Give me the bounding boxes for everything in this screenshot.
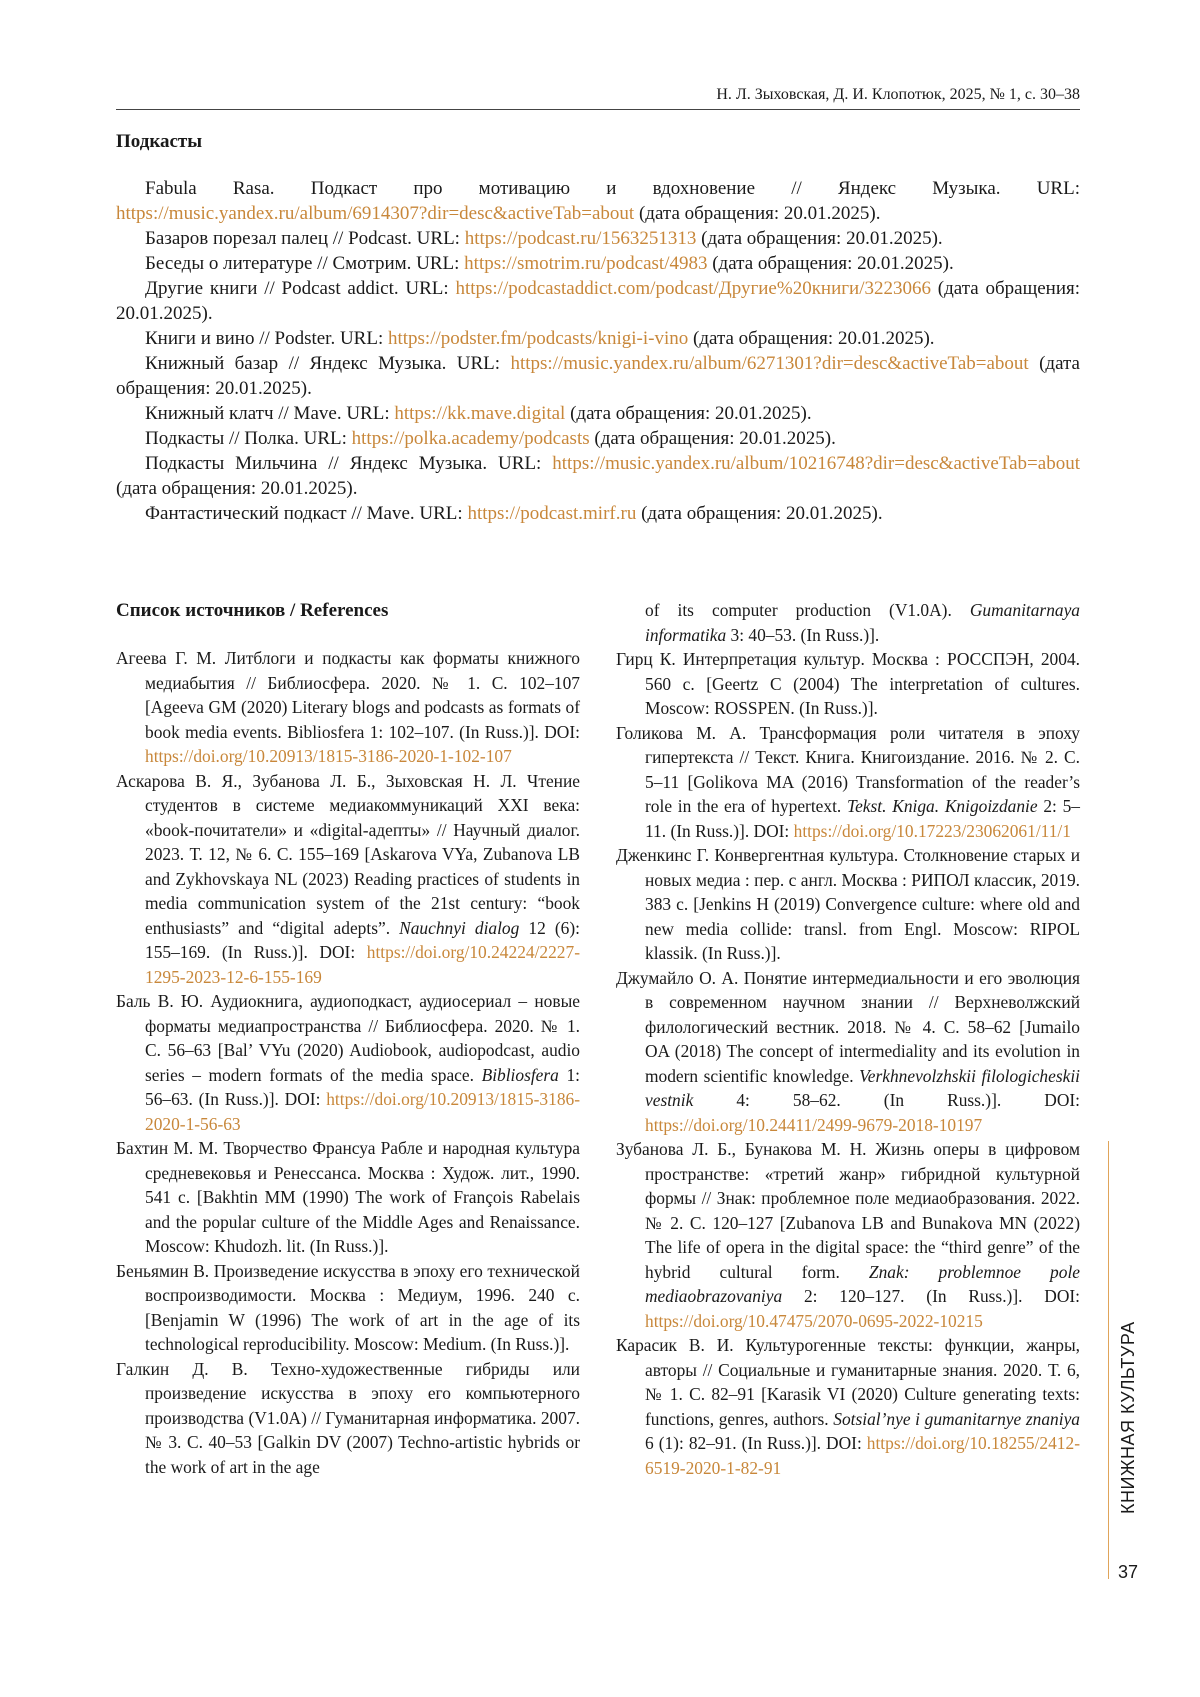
sidebar-rule <box>1108 1141 1109 1579</box>
reference-entry <box>616 647 1080 721</box>
reference-text: 2: 5–11. (In Russ.)]. DOI: <box>645 796 1080 841</box>
reference-text: Аскарова В. Я., Зубанова Л. Б., Зыховская Н. Л. Чтение студентов в системе медиакоммуникаций XXI века: «book-почитатели» и «digital-адепты» // Научный диалог. 2023. Т. 12, № 6. С. 155–169 [Askarova VYa, Zubanova LB and Zykhovskaya NL (2023) Reading practices of students in media communication system of the 21st century: “book enthusiasts” and “digital adepts”. <box>116 771 580 938</box>
access-date: (дата обращения: 20.01.2025). <box>634 203 880 224</box>
reference-entry <box>616 1333 1080 1480</box>
reference-entry <box>116 1259 580 1357</box>
podcast-entry <box>116 351 1080 401</box>
reference-text: Агеева Г. М. Литблоги и подкасты как форматы книжного медиабытия // Библиосфера. 2020. № 1. С. 102–107 [Ageeva GM (2020) Literary blogs and podcasts as formats of book media events. Bibliosfera 1: 102–107. (In Russ.)]. DOI: <box>116 648 580 742</box>
access-date: (дата обращения: 20.01.2025). <box>707 253 953 274</box>
podcast-entry-text: Другие книги // Podcast addict. URL: <box>145 278 455 299</box>
podcast-entry <box>116 401 1080 426</box>
reference-text: Беньямин В. Произведение искусства в эпоху его технической воспроизводимости. Москва : Медиум, 1996. 240 с. [Benjamin W (1996) The work of art in the age of its technological reproducibility. Moscow: Medium. (In Russ.)]. <box>116 1261 580 1355</box>
podcast-entry <box>116 176 1080 226</box>
access-date: (дата обращения: 20.01.2025). <box>116 353 1080 399</box>
podcast-entry-text: Базаров порезал палец // Podcast. URL: <box>145 228 465 249</box>
doi-link[interactable]: https://doi.org/10.47475/2070-0695-2022-10215 <box>645 1311 983 1331</box>
doi-link[interactable]: https://doi.org/10.20913/1815-3186-2020-1-102-107 <box>145 746 512 766</box>
podcast-entry <box>116 226 1080 251</box>
reference-text: Карасик В. И. Культурогенные тексты: функции, жанры, авторы // Социальные и гуманитарные знания. 2020. Т. 6, № 1. С. 82–91 [Karasik VI (2020) Culture generating texts: functions, genres, authors. <box>616 1335 1080 1429</box>
podcast-entry <box>116 326 1080 351</box>
access-date: (дата обращения: 20.01.2025). <box>590 428 836 449</box>
reference-text: Джумайло О. А. Понятие интермедиальности и его эволюция в современном научном знании // Верхневолжский филологический вестник. 2018. № 4. С. 58–62 [Jumailo OA (2018) The concept of intermediality and its evolution in modern scientific knowledge. <box>616 968 1080 1086</box>
reference-entry <box>116 769 580 990</box>
journal-title: Gumanitarnaya informatika <box>645 600 1080 645</box>
reference-entry <box>616 843 1080 966</box>
reference-text: 1: 56–63. (In Russ.)]. DOI: <box>145 1065 580 1110</box>
podcast-entry-text: Книжный базар // Яндекс Музыка. URL: <box>145 353 510 374</box>
podcast-entry-text: Беседы о литературе // Смотрим. URL: <box>145 253 464 274</box>
reference-entry <box>116 646 580 769</box>
access-date: (дата обращения: 20.01.2025). <box>696 228 942 249</box>
podcast-entry-text: Книги и вино // Podster. URL: <box>145 328 388 349</box>
reference-text: Бахтин М. М. Творчество Франсуа Рабле и народная культура средневековья и Ренессанса. Москва : Худож. лит., 1990. 541 с. [Bakhtin MM (1990) The work of François Rabelais and the popular culture of the Middle Ages and Renaissance. Moscow: Khudozh. lit. (In Russ.)]. <box>116 1138 580 1256</box>
access-date: (дата обращения: 20.01.2025). <box>688 328 934 349</box>
reference-text: 2: 120–127. (In Russ.)]. DOI: <box>782 1286 1080 1306</box>
access-date: (дата обращения: 20.01.2025). <box>116 478 358 499</box>
reference-text: Голикова М. А. Трансформация роли читателя в эпоху гипертекста // Текст. Книга. Книгоиздание. 2016. № 2. С. 5–11 [Golikova MA (2016) Transformation of the reader’s role in the era of hypertext. <box>616 723 1080 817</box>
running-head: Н. Л. Зыховская, Д. И. Клопотюк, 2025, № 1, с. 30–38 <box>116 86 1080 104</box>
reference-continuation <box>616 598 1080 647</box>
journal-title: Tekst. Kniga. Knigoizdanie <box>847 796 1038 816</box>
reference-text: Дженкинс Г. Конвергентная культура. Столкновение старых и новых медиа : пер. с англ. Москва : РИПОЛ классик, 2019. 383 с. [Jenkins H (2019) Convergence culture: where old and new media collide: transl. from Engl. Moscow: RIPOL klassik. (In Russ.)]. <box>616 845 1080 963</box>
podcast-url-link[interactable]: https://podcastaddict.com/podcast/Другие%20книги/3223066 <box>455 278 931 299</box>
podcast-entry-text: Фантастический подкаст // Mave. URL: <box>145 503 467 524</box>
reference-text: 12 (6): 155–169. (In Russ.)]. DOI: <box>145 918 580 963</box>
page-number: 37 <box>1118 1562 1138 1583</box>
references-title: Список источников / References <box>116 600 388 622</box>
reference-text: Зубанова Л. Б., Бунакова М. Н. Жизнь оперы в цифровом пространстве: «третий жанр» гибридной культурной формы // Знак: проблемное поле медиаобразования. 2022. № 2. С. 120–127 [Zubanova LB and Bunakova MN (2022) The life of opera in the digital space: the “third genre” of the hybrid cultural form. <box>616 1139 1080 1282</box>
podcast-entry <box>116 501 1080 526</box>
podcast-entry <box>116 451 1080 501</box>
reference-text: Галкин Д. В. Техно-художественные гибриды или произведение искусства в эпоху его компьютерного производства (V1.0A) // Гуманитарная информатика. 2007. № 3. С. 40–53 [Galkin DV (2007) Techno-artistic hybrids or the work of art in the age <box>116 1359 580 1477</box>
podcast-url-link[interactable]: https://podcast.ru/1563251313 <box>465 228 697 249</box>
podcast-entry-text: Fabula Rasa. Подкаст про мотивацию и вдохновение // Яндекс Музыка. URL: <box>145 178 1080 199</box>
journal-title: Znak: problemnoe pole mediaobrazovaniya <box>645 1262 1080 1307</box>
doi-link[interactable]: https://doi.org/10.18255/2412-6519-2020-1-82-91 <box>645 1433 1080 1478</box>
podcast-url-link[interactable]: https://music.yandex.ru/album/6271301?dir=desc&activeTab=about <box>510 353 1028 374</box>
podcast-url-link[interactable]: https://podcast.mirf.ru <box>467 503 636 524</box>
journal-title: Verkhnevolzhskii filologicheskii vestnik <box>645 1066 1080 1111</box>
reference-entry <box>116 1357 580 1480</box>
podcast-url-link[interactable]: https://music.yandex.ru/album/10216748?dir=desc&activeTab=about <box>552 453 1080 474</box>
podcasts-section-title: Подкасты <box>116 131 202 153</box>
podcast-url-link[interactable]: https://kk.mave.digital <box>394 403 565 424</box>
doi-link[interactable]: https://doi.org/10.24224/2227-1295-2023-12-6-155-169 <box>145 942 580 987</box>
journal-title: Bibliosfera <box>482 1065 559 1085</box>
references-right-column <box>616 598 1080 1480</box>
podcasts-list <box>116 176 1080 526</box>
access-date: (дата обращения: 20.01.2025). <box>565 403 811 424</box>
reference-entry <box>116 989 580 1136</box>
reference-text: 6 (1): 82–91. (In Russ.)]. DOI: <box>645 1433 867 1453</box>
doi-link[interactable]: https://doi.org/10.20913/1815-3186-2020-1-56-63 <box>145 1089 580 1134</box>
reference-entry <box>616 966 1080 1138</box>
podcast-entry <box>116 251 1080 276</box>
reference-text: 4: 58–62. (In Russ.)]. DOI: <box>693 1090 1080 1110</box>
reference-text: 3: 40–53. (In Russ.)]. <box>726 625 879 645</box>
reference-text: Гирц К. Интерпретация культур. Москва : РОССПЭН, 2004. 560 с. [Geertz C (2004) The interpretation of cultures. Moscow: ROSSPEN. (In Russ.)]. <box>616 649 1080 718</box>
podcast-url-link[interactable]: https://podster.fm/podcasts/knigi-i-vino <box>388 328 688 349</box>
podcast-url-link[interactable]: https://music.yandex.ru/album/6914307?dir=desc&activeTab=about <box>116 203 634 224</box>
podcast-entry-text: Подкасты Мильчина // Яндекс Музыка. URL: <box>145 453 552 474</box>
reference-entry <box>616 721 1080 844</box>
header-rule <box>116 109 1080 110</box>
podcast-url-link[interactable]: https://smotrim.ru/podcast/4983 <box>464 253 707 274</box>
access-date: (дата обращения: 20.01.2025). <box>636 503 882 524</box>
access-date: (дата обращения: 20.01.2025). <box>116 278 1080 324</box>
journal-title: Sotsial’nye i gumanitarnye znaniya <box>833 1409 1080 1429</box>
podcast-entry-text: Книжный клатч // Mave. URL: <box>145 403 394 424</box>
reference-text: Баль В. Ю. Аудиокнига, аудиоподкаст, аудиосериал – новые форматы медиапространства // Библиосфера. 2020. № 1. С. 56–63 [Bal’ VYu (2020) Audiobook, audiopodcast, audio series – modern formats of the media space. <box>116 991 580 1085</box>
references-left-column <box>116 646 580 1479</box>
reference-entry <box>616 1137 1080 1333</box>
podcast-entry <box>116 426 1080 451</box>
journal-title: Nauchnyi dialog <box>399 918 519 938</box>
podcast-entry <box>116 276 1080 326</box>
reference-entry <box>116 1136 580 1259</box>
journal-section-label: КНИЖНАЯ КУЛЬТУРА <box>1118 1321 1139 1514</box>
doi-link[interactable]: https://doi.org/10.17223/23062061/11/1 <box>794 821 1071 841</box>
podcast-url-link[interactable]: https://polka.academy/podcasts <box>352 428 590 449</box>
doi-link[interactable]: https://doi.org/10.24411/2499-9679-2018-10197 <box>645 1115 982 1135</box>
podcast-entry-text: Подкасты // Полка. URL: <box>145 428 352 449</box>
reference-text: of its computer production (V1.0A). <box>645 600 970 620</box>
